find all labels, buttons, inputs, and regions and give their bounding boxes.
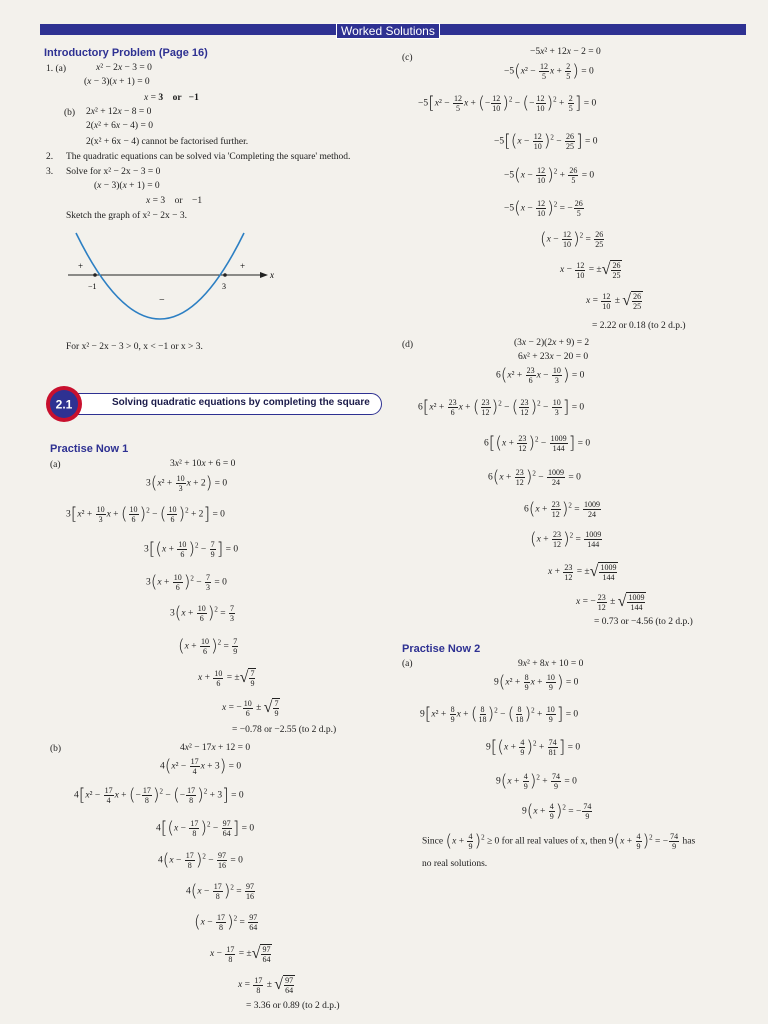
q1a-label: 1. (a) <box>46 64 67 74</box>
practise2-heading: Practise Now 2 <box>402 643 481 655</box>
equation: x = $\frac{12}{10}$ ± √ $\frac{26}{25}$ <box>586 291 642 311</box>
equation: 3(x + $\frac{10}{6}$ )$^2$ − $\frac{7}{3}$ = 0 <box>146 572 227 593</box>
intro-heading: Introductory Problem (Page 16) <box>44 47 208 59</box>
equation: −5[x² − $\frac{12}{5}$ x + (− $\frac{12}{10}$ )$^2$ − (− $\frac{12}{10}$ )$^2$ + $\frac{2}{5}$ ] = 0 <box>418 93 597 114</box>
practise1-b-answer: = 3.36 or 0.89 (to 2 d.p.) <box>246 1001 340 1011</box>
section-number: 2.1 <box>55 397 73 412</box>
equation: 9[x² + $\frac{8}{9}$ x + ( $\frac{8}{18}$ )$^2$ − ( $\frac{8}{18}$ )$^2$ + $\frac{10}{9}$ ] = 0 <box>420 704 579 725</box>
q3-text: Solve for x² − 2x − 3 = 0 <box>66 167 161 177</box>
root-label-right: 3 <box>222 282 226 291</box>
root-label-left: −1 <box>88 282 97 291</box>
equation: 6[(x + $\frac{23}{12}$ )$^2$ − $\frac{1009}{144}$ ] = 0 <box>484 433 591 454</box>
practise1-heading: Practise Now 1 <box>50 443 129 455</box>
equation: 3[(x + $\frac{10}{6}$ )$^2$ − $\frac{7}{9}$ ] = 0 <box>144 539 239 560</box>
equation: −5x² + 12x − 2 = 0 <box>530 47 601 57</box>
q2-num: 2. <box>46 152 54 162</box>
equation: −5(x − $\frac{12}{10}$ )$^2$ = − $\frac{26}{5}$ <box>504 198 583 219</box>
conclusion-mid: ≥ 0 for all real values of x, then 9 <box>486 836 614 847</box>
equation: −5(x − $\frac{12}{10}$ )$^2$ + $\frac{26}{5}$ = 0 <box>504 165 595 186</box>
equation: 4x² − 17x + 12 = 0 <box>180 743 251 753</box>
practise1-a-answer: = −0.78 or −2.55 (to 2 d.p.) <box>232 725 337 735</box>
conclusion-line: Since (x + $\frac{4}{9}$ )$^2$ ≥ 0 for all real values of x, then 9(x + $\frac{4}{9}$ )$^2$ = − $\frac{74}{9}$ has <box>422 831 696 852</box>
root-point <box>93 273 97 277</box>
sketch-text: Sketch the graph of x² − 2x − 3. <box>66 211 187 221</box>
equation: x = 3 or −1 <box>146 196 203 206</box>
sign-minus: − <box>159 295 165 306</box>
practise1-b-label: (b) <box>50 744 62 754</box>
equation: 4(x² − $\frac{17}{4}$ x + 3) = 0 <box>160 756 242 777</box>
equation: 6x² + 23x − 20 = 0 <box>518 352 589 362</box>
equation: −5(x² − $\frac{12}{5}$ x + $\frac{2}{5}$ ) = 0 <box>504 61 594 82</box>
equation: x − $\frac{12}{10}$ = ± √ $\frac{26}{25}$ <box>560 260 621 280</box>
axis-label-x: x <box>270 270 274 280</box>
conclusion-pre: Since <box>422 836 444 847</box>
equation: 6[x² + $\frac{23}{6}$ x + ( $\frac{23}{12}$ )$^2$ − ( $\frac{23}{12}$ )$^2$ − $\frac{10}{3}$ ] = 0 <box>418 397 585 418</box>
equation: x + $\frac{23}{12}$ = ± √ $\frac{1009}{144}$ <box>548 562 617 582</box>
equation: 2(x² + 6x − 4) = 0 <box>86 121 153 131</box>
equation: 6(x + $\frac{23}{12}$ )$^2$ − $\frac{1009}{24}$ = 0 <box>488 467 581 488</box>
root-point <box>223 273 227 277</box>
conclusion-last: no real solutions. <box>422 859 488 869</box>
intro-answer: For x² − 2x − 3 > 0, x < −1 or x > 3. <box>66 342 203 352</box>
equation: x + $\frac{10}{6}$ = ± √ $\frac{7}{9}$ <box>198 668 255 688</box>
part-c-answer: = 2.22 or 0.18 (to 2 d.p.) <box>592 321 686 331</box>
section-badge-icon <box>44 384 84 424</box>
equation: (3x − 2)(2x + 9) = 2 <box>514 338 590 348</box>
equation: 6(x + $\frac{23}{12}$ )$^2$ = $\frac{1009}{24}$ <box>524 499 600 520</box>
equation: 9(x + $\frac{4}{9}$ )$^2$ = − $\frac{74}{9}$ <box>522 801 592 822</box>
part-d-answer: = 0.73 or −4.56 (to 2 d.p.) <box>594 617 693 627</box>
sign-plus-right: + <box>240 261 246 271</box>
equation: x − $\frac{17}{8}$ = ± √ $\frac{97}{64}$ <box>210 944 271 964</box>
q3-num: 3. <box>46 167 54 177</box>
equation: 3x² + 10x + 6 = 0 <box>170 459 236 469</box>
equation: 9[(x + $\frac{4}{9}$ )$^2$ + $\frac{74}{81}$ ] = 0 <box>486 737 581 758</box>
equation: x = − $\frac{23}{12}$ ± √ $\frac{1009}{144}$ <box>576 592 645 612</box>
equation: −5[(x − $\frac{12}{10}$ )$^2$ − $\frac{26}{25}$ ] = 0 <box>494 131 598 152</box>
q1b-note: 2(x² + 6x − 4) cannot be factorised further. <box>86 137 249 147</box>
equation: (x − $\frac{12}{10}$ )$^2$ = $\frac{26}{25}$ <box>540 229 604 250</box>
section-title: Solving quadratic equations by completing the square <box>112 397 370 408</box>
equation: 3[x² + $\frac{10}{3}$ x + ( $\frac{10}{6}$ )$^2$ − ( $\frac{10}{6}$ )$^2$ + 2] = 0 <box>66 504 225 525</box>
equation: (x − 3)(x + 1) = 0 <box>94 181 160 191</box>
equation: x = $\frac{17}{8}$ ± √ $\frac{97}{64}$ <box>238 975 294 995</box>
parabola-curve <box>76 233 244 319</box>
equation: 4[x² − $\frac{17}{4}$ x + (− $\frac{17}{8}$ )$^2$ − (− $\frac{17}{8}$ )$^2$ + 3] = 0 <box>74 785 244 806</box>
equation: 3(x + $\frac{10}{6}$ )$^2$ = $\frac{7}{3}$ <box>170 603 234 624</box>
equation: x² − 2x − 3 = 0 <box>96 63 152 73</box>
conclusion-end: has <box>682 836 696 847</box>
parabola-graph <box>60 225 290 340</box>
part-d-label: (d) <box>402 340 414 350</box>
equation: 9(x² + $\frac{8}{9}$ x + $\frac{10}{9}$ ) = 0 <box>494 672 579 693</box>
equation: 4(x − $\frac{17}{8}$ )$^2$ = $\frac{97}{16}$ <box>186 881 254 902</box>
equation: 9(x + $\frac{4}{9}$ )$^2$ + $\frac{74}{9}$ = 0 <box>496 771 577 792</box>
equation: (x − $\frac{17}{8}$ )$^2$ = $\frac{97}{64}$ <box>194 912 258 933</box>
equation: (x − 3)(x + 1) = 0 <box>84 77 150 87</box>
equation: (x + $\frac{10}{6}$ )$^2$ = $\frac{7}{9}$ <box>178 636 238 657</box>
equation: (x + $\frac{23}{12}$ )$^2$ = $\frac{1009}{144}$ <box>530 529 602 550</box>
equation: 9x² + 8x + 10 = 0 <box>518 659 584 669</box>
practise2-a-label: (a) <box>402 659 413 669</box>
header-title: Worked Solutions <box>336 23 440 39</box>
equation: 4(x − $\frac{17}{8}$ )$^2$ − $\frac{97}{16}$ = 0 <box>158 850 243 871</box>
equation: 4[(x − $\frac{17}{8}$ )$^2$ − $\frac{97}{64}$ ] = 0 <box>156 818 255 839</box>
sign-plus-left: + <box>78 261 84 271</box>
part-c-label: (c) <box>402 53 413 63</box>
q2-text: The quadratic equations can be solved via 'Completing the square' method. <box>66 152 351 162</box>
q1b-label: (b) <box>64 108 76 118</box>
x-axis-arrow <box>260 272 268 278</box>
equation: x = 3 or −1 <box>144 93 199 103</box>
equation: 3(x² + $\frac{10}{3}$ x + 2) = 0 <box>146 473 228 494</box>
equation: x = − $\frac{10}{6}$ ± √ $\frac{7}{9}$ <box>222 698 279 718</box>
equation: 6(x² + $\frac{23}{6}$ x − $\frac{10}{3}$ ) = 0 <box>496 365 585 386</box>
practise1-a-label: (a) <box>50 460 61 470</box>
equation: 2x² + 12x − 8 = 0 <box>86 107 152 117</box>
